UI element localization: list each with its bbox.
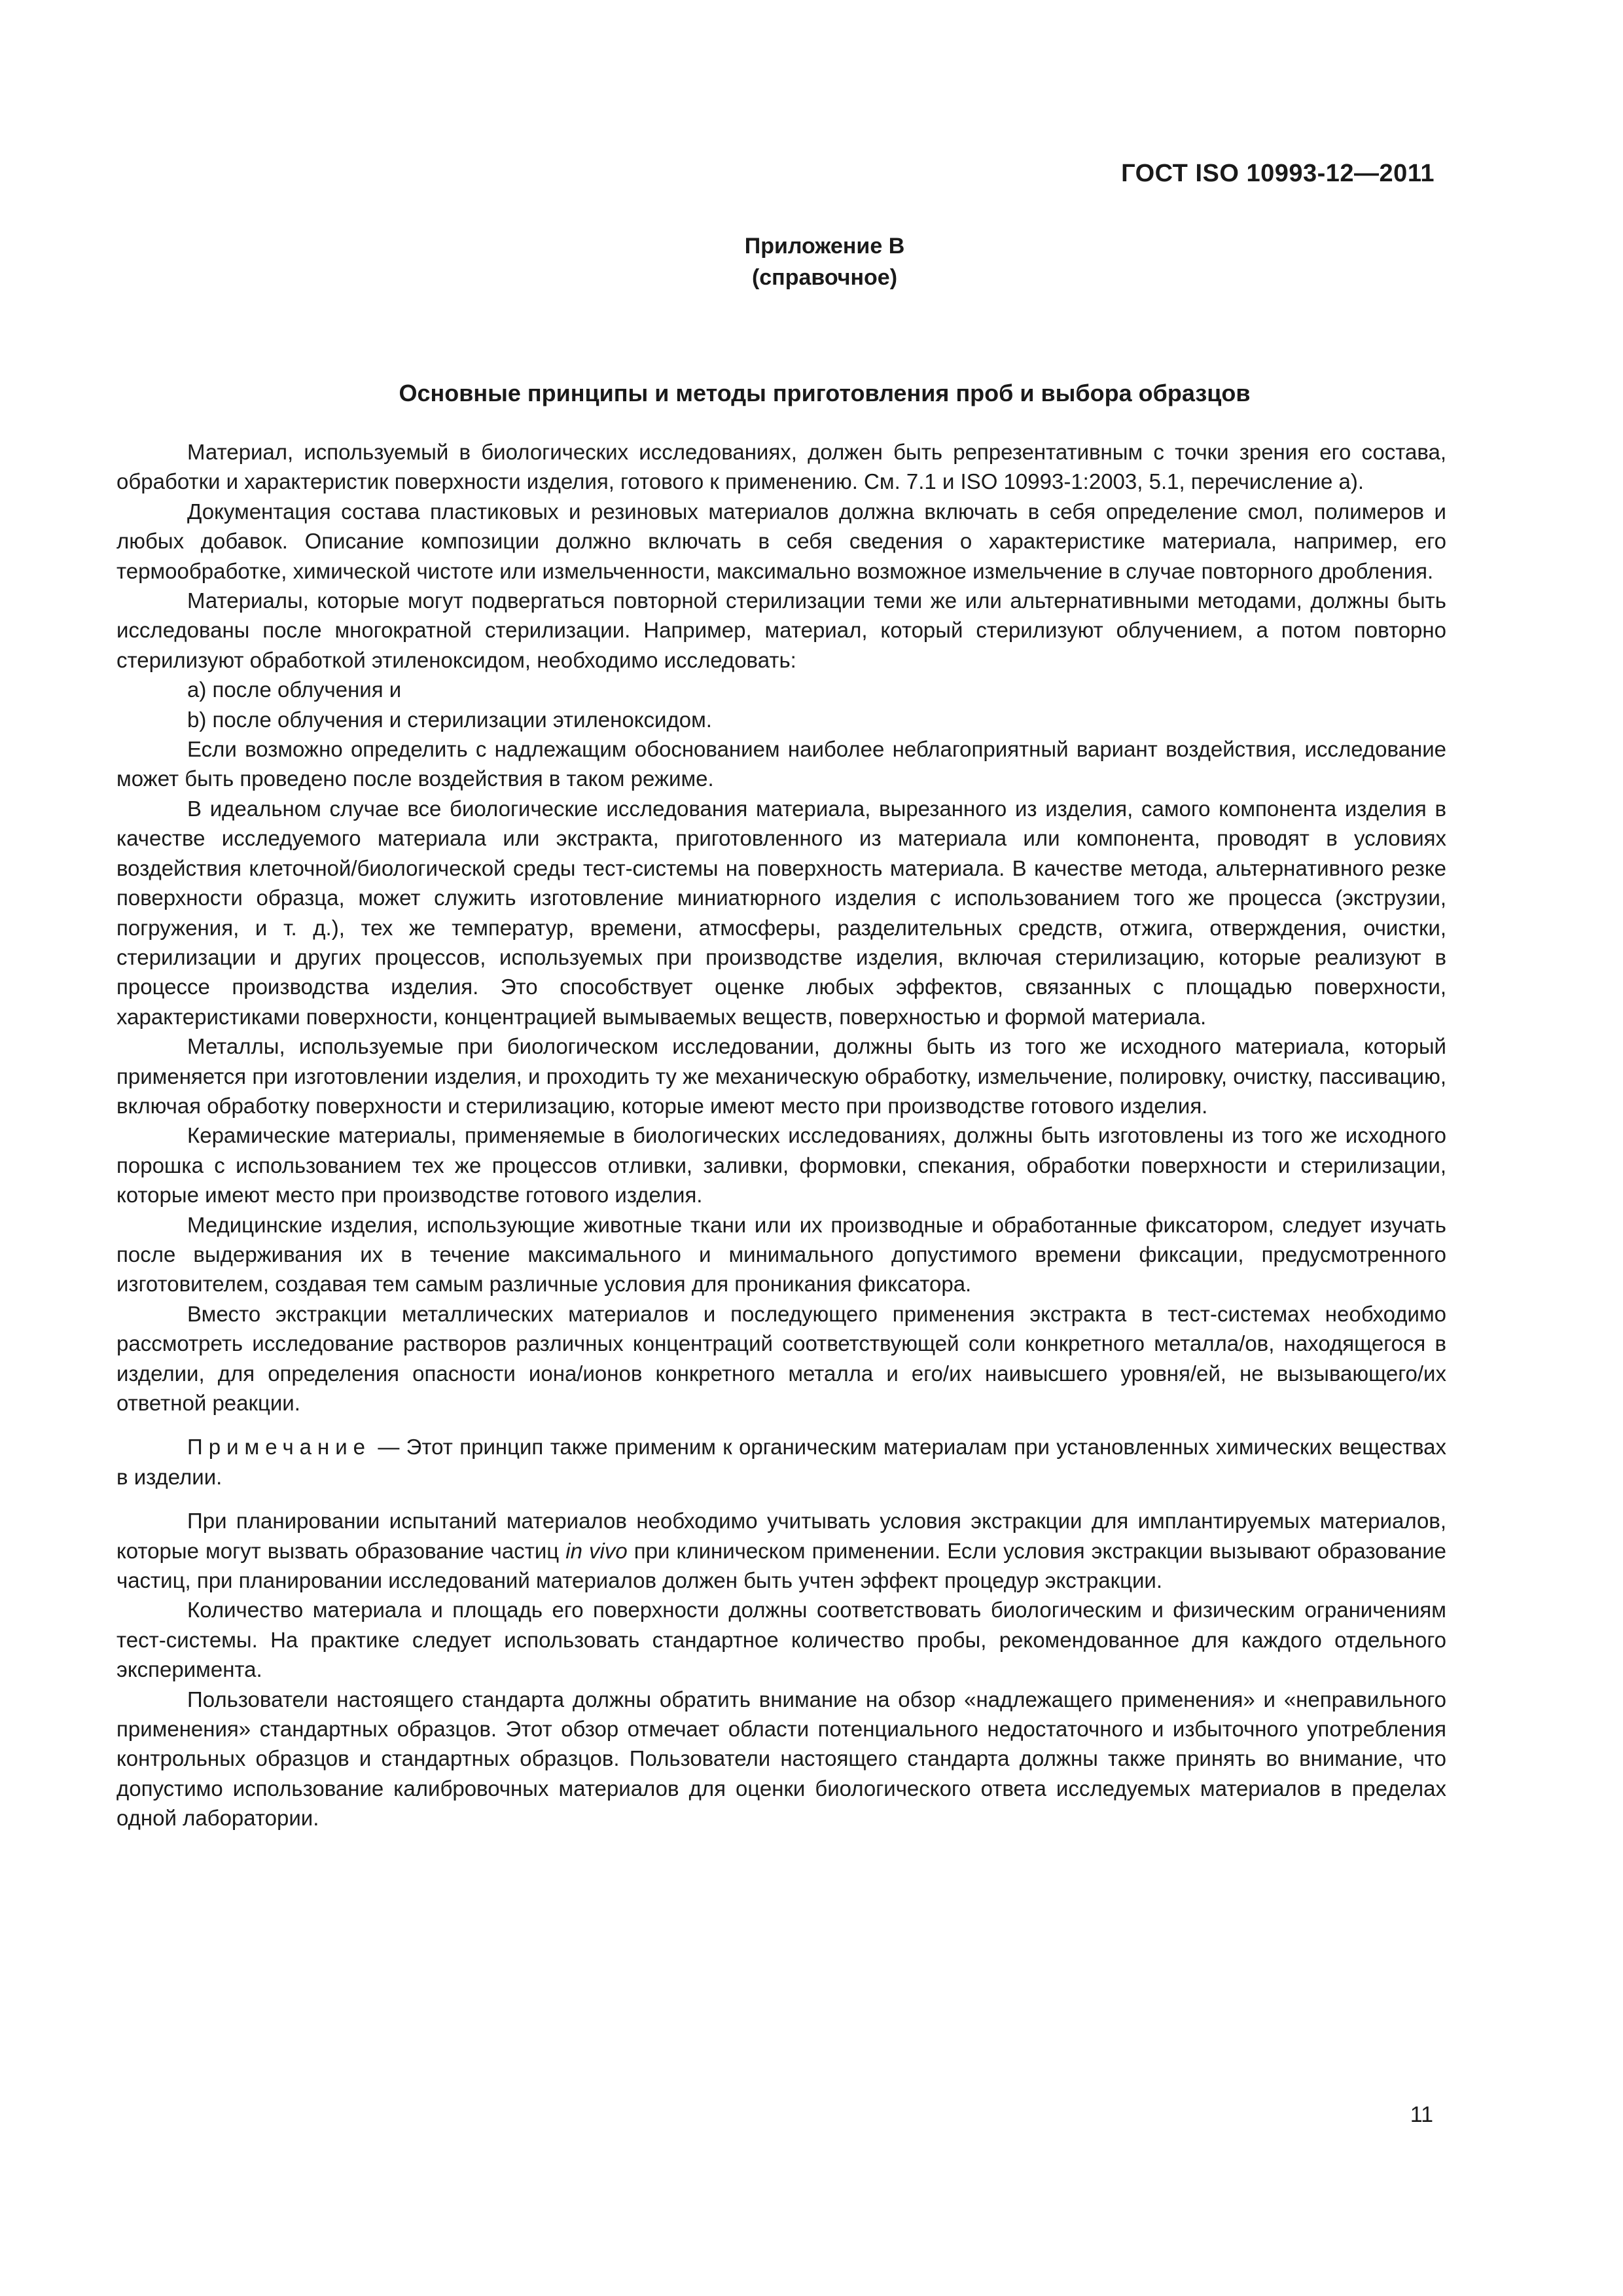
paragraph: Количество материала и площадь его поверхности должны соответствовать биологическим и физическим ограничениям тест-системы. На практике следует использовать стандартное количество пробы, рекомендованное для каждого отдельного эксперимента. (116, 1598, 1446, 1682)
note (116, 1432, 1446, 1492)
paragraph: Материалы, которые могут подвергаться повторной стерилизации теми же или альтернативными методами, должны быть исследованы после многократной стерилизации. Например, материал, который стерилизуют облучением, а потом повторно стерилизуют обработкой этиленоксидом, необходимо исследовать: (116, 588, 1446, 672)
note-text: — Этот принцип также применим к органическим материалам при установленных химических веществах в изделии. (116, 1435, 1446, 1489)
paragraph (116, 1506, 1446, 1595)
list-item-b: b) после облучения и стерилизации этиленоксидом. (187, 707, 712, 732)
annex-type: (справочное) (751, 265, 898, 290)
list-item-a: a) после облучения и (187, 677, 402, 702)
italic-term: in vivo (565, 1538, 628, 1563)
paragraph: Керамические материалы, применяемые в биологических исследованиях, должны быть изготовлены из того же исходного порошка с использованием тех же процессов отливки, заливки, формовки, спекания, обработки поверхности и стерилизации, которые имеют место при производстве готового изделия. (116, 1123, 1446, 1208)
annex-heading (0, 230, 1623, 293)
document-code: ГОСТ ISO 10993-12—2011 (1121, 160, 1435, 187)
paragraph-text: При планировании испытаний материалов необходимо учитывать условия экстракции для имплантируемых материалов, которые могут вызвать образование частиц (116, 1509, 1446, 1563)
paragraph: Материал, используемый в биологических исследованиях, должен быть репрезентативным с точки зрения его состава, обработки и характеристик поверхности изделия, готового к применению. См. 7.1 и ISO 10993-1:2003, 5.1, перечисление а). (116, 440, 1446, 494)
paragraph: Документация состава пластиковых и резиновых материалов должна включать в себя определение смол, полимеров и любых добавок. Описание композиции должно включать в себя сведения о характеристике материала, например, его термообработке, химической чистоте или измельченности, максимально возможное измельчение в случае повторного дробления. (116, 499, 1446, 583)
annex-label: Приложение В (744, 234, 905, 259)
paragraph-text: при клиническом применении. Если условия экстракции вызывают образование частиц, при планировании исследований материалов должен быть учтен эффект процедур экстракции. (116, 1538, 1446, 1593)
paragraph: Вместо экстракции металлических материалов и последующего применения экстракта в тест-системах необходимо рассмотреть исследование растворов различных концентраций соответствующей соли конкретного металла/ов, находящегося в изделии, для определения опасности иона/ионов конкретного металла и его/их наивысшего уровня/ей, не вызывающего/их ответной реакции. (116, 1301, 1446, 1415)
page-number: 11 (1410, 2102, 1433, 2127)
paragraph: Если возможно определить с надлежащим обоснованием наиболее неблагоприятный вариант воздействия, исследование может быть проведено после воздействия в таком режиме. (116, 737, 1446, 791)
note-label: Примечание (187, 1435, 372, 1460)
paragraph: В идеальном случае все биологические исследования материала, вырезанного из изделия, самого компонента изделия в качестве исследуемого материала или экстракта, приготовленного из материала или компонента, проводят в условиях воздействия клеточной/биологической среды тест-системы на поверхность материала. В качестве метода, альтернативного резке поверхности образца, может служить изготовление миниатюрного изделия с использованием того же процесса (экструзии, погружения, и т. д.), тех же температур, времени, атмосферы, разделительных средств, отжига, отверждения, очистки, стерилизации и других процессов, используемых при производстве изделия, включая стерилизацию, которые реализуют в процессе производства изделия. Это способствует оценке любых эффектов, связанных с площадью поверхности, характеристиками поверхности, концентрацией вымываемых веществ, поверхностью и формой материала. (116, 796, 1446, 1029)
body-text (116, 437, 1446, 1833)
paragraph: Пользователи настоящего стандарта должны обратить внимание на обзор «надлежащего применения» и «неправильного применения» стандартных образцов. Этот обзор отмечает области потенциального недостаточного и избыточного употребления контрольных образцов и стандартных образцов. Пользователи настоящего стандарта должны также принять во внимание, что допустимо использование калибровочных материалов для оценки биологического ответа исследуемых материалов в пределах одной лаборатории. (116, 1687, 1446, 1831)
paragraph: Медицинские изделия, использующие животные ткани или их производные и обработанные фиксатором, следует изучать после выдерживания их в течение максимального и минимального допустимого времени фиксации, предусмотренного изготовителем, создавая тем самым различные условия для проникания фиксатора. (116, 1212, 1446, 1297)
paragraph: Металлы, используемые при биологическом исследовании, должны быть из того же исходного материала, который применяется при изготовлении изделия, и проходить ту же механическую обработку, измельчение, полировку, очистку, пассивацию, включая обработку поверхности и стерилизацию, которые имеют место при производстве готового изделия. (116, 1034, 1446, 1118)
annex-title: Основные принципы и методы приготовления проб и выбора образцов (399, 380, 1251, 406)
